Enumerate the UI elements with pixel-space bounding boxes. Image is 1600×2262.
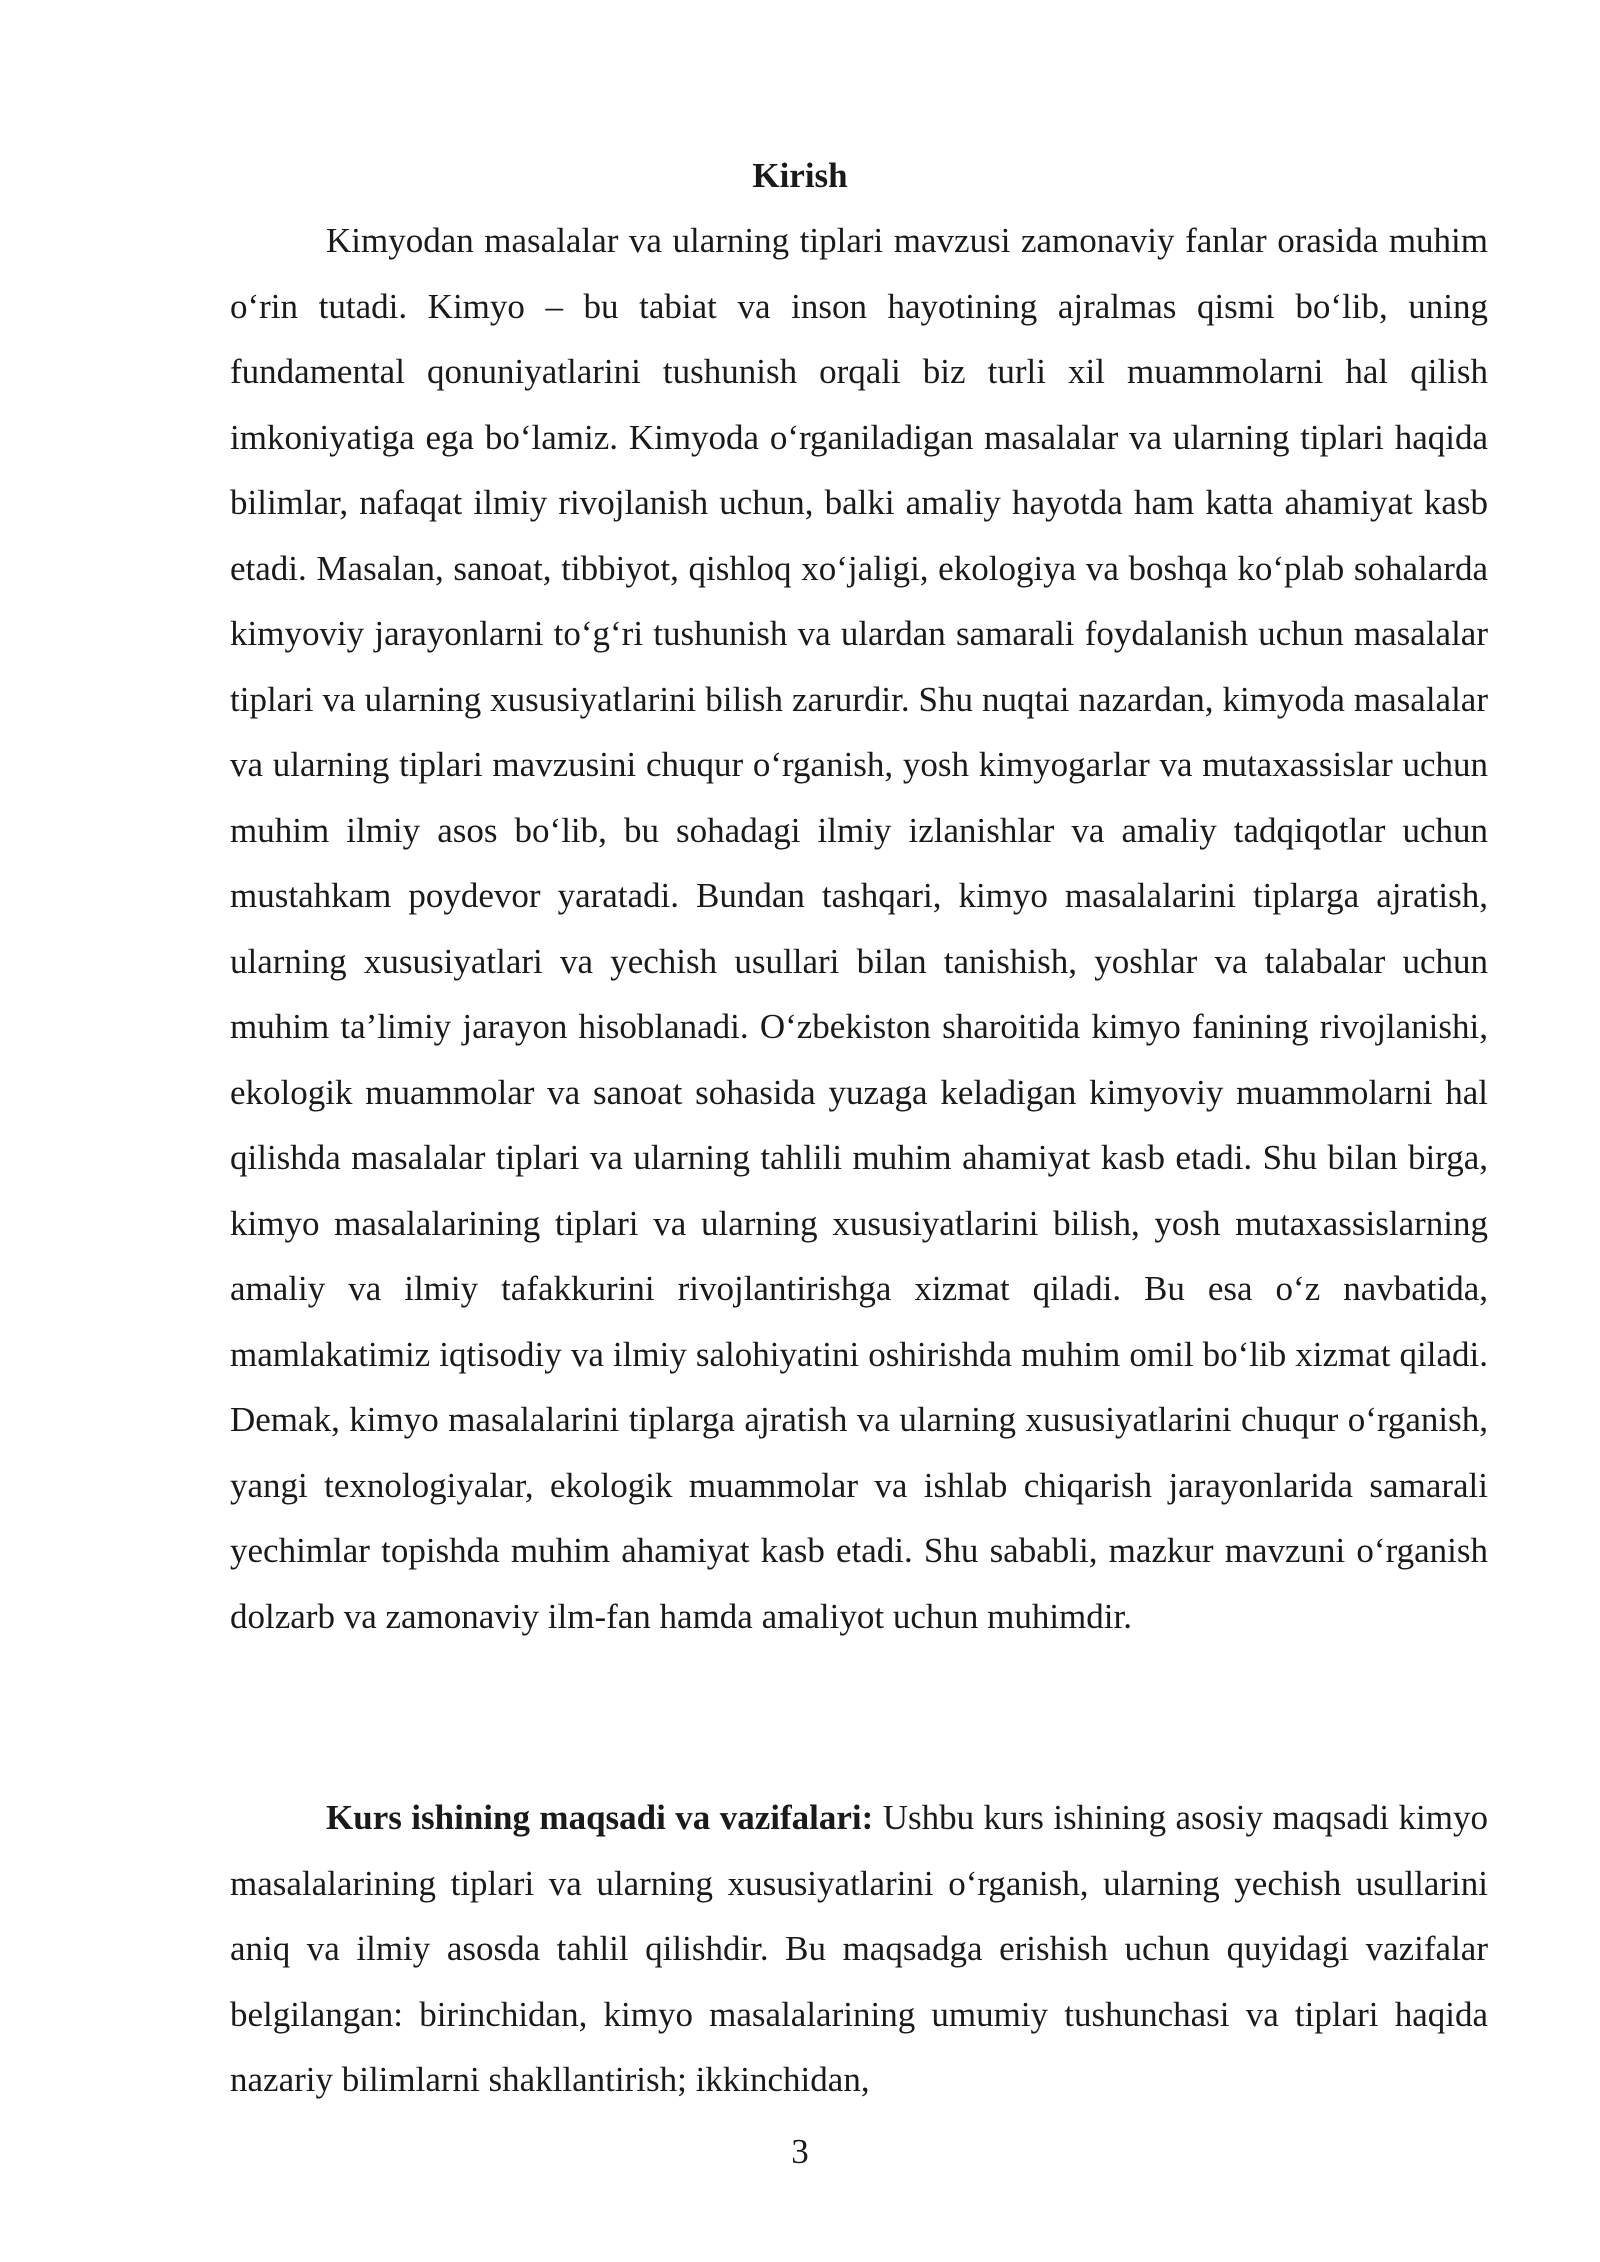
section-heading: Kirish [752, 156, 848, 195]
goals-paragraph [230, 1785, 1488, 2113]
goals-lead-text: Kurs ishining maqsadi va vazifalari: [326, 1798, 874, 1837]
intro-paragraph: Kimyodan masalalar va ularning tiplari mavzusi zamonaviy fanlar orasida muhim o‘rin tutadi. Kimyo – bu tabiat va inson hayotining ajralmas qismi bo‘lib, uning fundamental qonuniyatlarini tushunish orqali biz turli xil muammolarni hal qilish imkoniyatiga ega bo‘lamiz. Kimyoda o‘rganiladigan masalalar va ularning tiplari haqida bilimlar, nafaqat ilmiy rivojlanish uchun, balki amaliy hayotda ham katta ahamiyat kasb etadi. Masalan, sanoat, tibbiyot, qishloq xo‘jaligi, ekologiya va boshqa ko‘plab sohalarda kimyoviy jarayonlarni to‘g‘ri tushunish va ulardan samarali foydalanish uchun masalalar tiplari va ularning xususiyatlarini bilish zarurdir. Shu nuqtai nazardan, kimyoda masalalar va ularning tiplari mavzusini chuqur o‘rganish, yosh kimyogarlar va mutaxassislar uchun muhim ilmiy asos bo‘lib, bu sohadagi ilmiy izlanishlar va amaliy tadqiqotlar uchun mustahkam poydevor yaratadi. Bundan tashqari, kimyo masalalarini tiplarga ajratish, ularning xususiyatlari va yechish usullari bilan tanishish, yoshlar va talabalar uchun muhim ta’limiy jarayon hisoblanadi. O‘zbekiston sharoitida kimyo fanining rivojlanishi, ekologik muammolar va sanoat sohasida yuzaga keladigan kimyoviy muammolarni hal qilishda masalalar tiplari va ularning tahlili muhim ahamiyat kasb etadi. Shu bilan birga, kimyo masalalarining tiplari va ularning xususiyatlarini bilish, yosh mutaxassislarning amaliy va ilmiy tafakkurini rivojlantirishga xizmat qiladi. Bu esa o‘z navbatida, mamlakatimiz iqtisodiy va ilmiy salohiyatini oshirishda muhim omil bo‘lib xizmat qiladi. Demak, kimyo masalalarini tiplarga ajratish va ularning xususiyatlarini chuqur o‘rganish, yangi texnologiyalar, ekologik muammolar va ishlab chiqarish jarayonlarida samarali yechimlar topishda muhim ahamiyat kasb etadi. Shu sababli, mazkur mavzuni o‘rganish dolzarb va zamonaviy ilm-fan hamda amaliyot uchun muhimdir. [230, 221, 1488, 1636]
page-number: 3 [791, 2132, 809, 2171]
goals-body-text: Ushbu kurs ishining asosiy maqsadi kimyo masalalarining tiplari va ularning xususiyatlarini o‘rganish, ularning yechish usullarini aniq va ilmiy asosda tahlil qilishdir. Bu maqsadga erishish uchun quyidagi vazifalar belgilangan: birinchidan, kimyo masalalarining umumiy tushunchasi va tiplari haqida nazariy bilimlarni shakllantirish; ikkinchidan, [230, 1798, 1488, 2099]
